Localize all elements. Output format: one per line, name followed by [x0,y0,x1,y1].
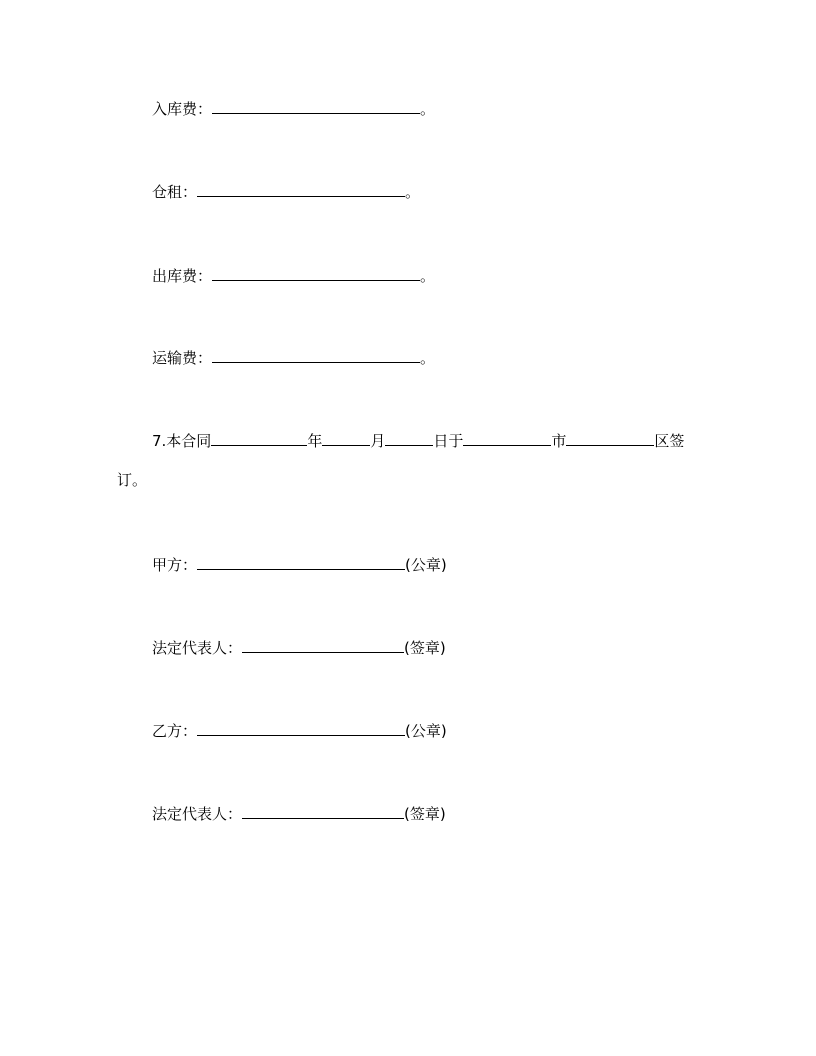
signature-blank [242,802,404,819]
day-at-label: 日于 [433,432,464,450]
seal-note: (签章) [404,805,446,823]
fee-blank [212,97,420,114]
signature-line-legal-rep-a [152,636,446,656]
clause-7-line [152,429,684,449]
clause-7-prefix: 7.本合同 [152,432,212,450]
fee-blank [212,346,420,363]
fee-suffix: 。 [420,267,436,285]
fee-line-warehousing-out [152,264,435,284]
signature-label: 乙方： [152,722,198,740]
fee-label: 入库费： [152,100,213,118]
city-blank [463,429,551,446]
signature-blank [242,636,404,653]
signature-line-legal-rep-b [152,802,446,822]
signature-line-party-a [152,553,447,573]
signature-label: 甲方： [152,556,198,574]
seal-note: (公章) [405,556,447,574]
signature-blank [197,553,405,570]
district-blank [566,429,654,446]
clause-7-continuation [117,470,147,490]
month-blank [322,429,370,446]
seal-note: (公章) [405,722,447,740]
fee-line-warehousing-in [152,97,435,117]
fee-suffix: 。 [405,183,421,201]
year-blank [211,429,307,446]
month-label: 月 [370,432,386,450]
fee-blank [197,180,405,197]
day-blank [385,429,433,446]
fee-line-transport [152,346,435,366]
city-label: 市 [551,432,567,450]
fee-blank [212,264,420,281]
year-label: 年 [307,432,323,450]
district-sign-label: 区签 [654,432,685,450]
signature-line-party-b [152,719,447,739]
fee-line-storage-rent [152,180,420,200]
seal-note: (签章) [404,639,446,657]
fee-label: 仓租： [152,183,198,201]
fee-suffix: 。 [420,349,436,367]
signature-blank [197,719,405,736]
fee-label: 出库费： [152,267,213,285]
fee-suffix: 。 [420,100,436,118]
signature-label: 法定代表人： [152,639,243,657]
clause-7-continuation-text: 订。 [117,471,148,489]
fee-label: 运输费： [152,349,213,367]
signature-label: 法定代表人： [152,805,243,823]
